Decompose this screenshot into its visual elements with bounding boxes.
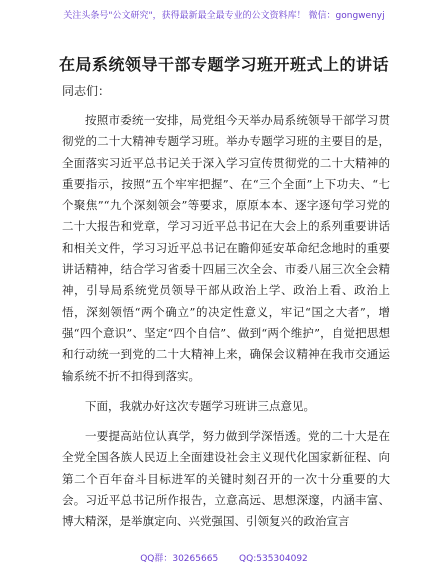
salutation: 同志们： — [62, 84, 111, 98]
header-promo-note: 关注头条号"公文研究"，获得最新最全最专业的公文资料库！ 微信：gongwenyj — [63, 11, 385, 21]
document-body — [62, 110, 390, 533]
paragraph-point-one: 一要提高站位认真学，努力做到学深悟透。党的二十大是在全党全国各族人民迈上全面建设社会主义现代化国家新征程、向第二个百年奋斗目标进军的关键时刻召开的一次十分重要的大会。习近平总书记所作报告，立意高远、思想深邃，内涵丰富、博大精深，是举旗定向、兴党强国、引领复兴的政治宣言 — [62, 429, 390, 529]
footer-qq-group: QQ群：30265665 — [140, 554, 219, 564]
paragraph-transition: 下面，我就办好这次专题学习班讲三点意见。 — [85, 398, 315, 413]
footer-qq: QQ:535304092 — [239, 554, 308, 564]
paragraph-intro: 按照市委统一安排，局党组今天举办局系统领导干部学习贯彻党的二十大精神专题学习班。举办专题学习班的主要目的是，全面落实习近平总书记关于深入学习宣传贯彻党的二十大精神的重要指示，按照“五个牢牢把握”、在“三个全面”上下功夫、“七个聚焦”“九个深刻领会”等要求，原原本本、逐字逐句学习党的二十大报告和党章，学习习近平总书记在大会上的系列重要讲话和相关文件，学习习近平总书记在瞻仰延安革命纪念地时的重要讲话精神，结合学习省委十四届三次全会、市委八届三次全会精神，引导局系统党员领导干部从政治上学、政治上看、政治上悟，深刻领悟“两个确立”的决定性意义，牢记“国之大者”，增强“四个意识”、坚定“四个自信”、做到“两个维护”，自觉把思想和行动统一到党的二十大精神上来，确保会议精神在我市交通运输系统不折不扣得到落实。 — [62, 113, 390, 383]
footer-contact — [0, 553, 448, 565]
document-title: 在局系统领导干部专题学习班开班式上的讲话 — [58, 55, 389, 74]
